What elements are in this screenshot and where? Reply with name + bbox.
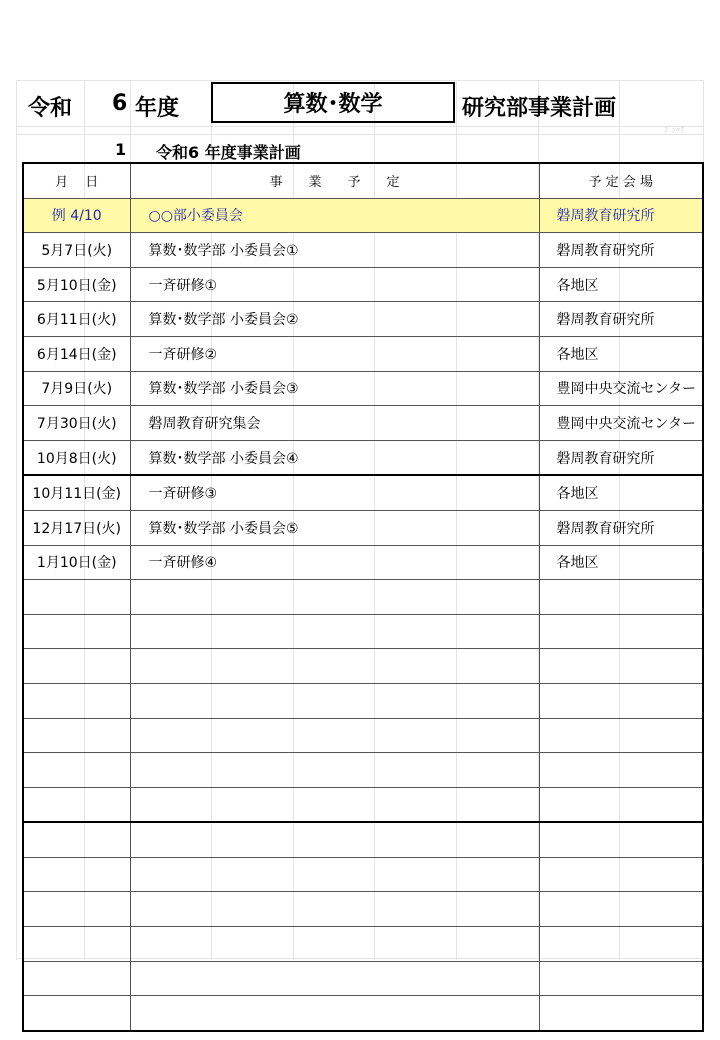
faint-mark: ｺﾞｼｯｸ xyxy=(664,125,684,134)
empty-cell-venue[interactable] xyxy=(539,996,703,1031)
empty-row xyxy=(23,892,703,927)
row-date[interactable]: 1月10日(金) xyxy=(23,545,130,580)
row-venue[interactable]: 各地区 xyxy=(539,267,703,302)
table-row xyxy=(23,336,703,371)
row-event[interactable]: 算数･数学部 小委員会⑤ xyxy=(130,510,539,545)
empty-row xyxy=(23,927,703,962)
row-event[interactable]: 一斉研修④ xyxy=(130,545,539,580)
empty-cell-venue[interactable] xyxy=(539,614,703,649)
row-event[interactable]: 一斉研修③ xyxy=(130,475,539,510)
header-event: 事 業 予 定 xyxy=(130,163,539,198)
empty-cell-event[interactable] xyxy=(130,649,539,684)
empty-cell-venue[interactable] xyxy=(539,822,703,857)
row-venue[interactable]: 磐周教育研究所 xyxy=(539,510,703,545)
empty-cell-venue[interactable] xyxy=(539,649,703,684)
table-row xyxy=(23,302,703,337)
empty-cell-venue[interactable] xyxy=(539,927,703,962)
empty-row xyxy=(23,753,703,788)
row-date[interactable]: 12月17日(火) xyxy=(23,510,130,545)
row-venue[interactable]: 磐周教育研究所 xyxy=(539,233,703,268)
empty-cell-event[interactable] xyxy=(130,614,539,649)
empty-cell-date[interactable] xyxy=(23,580,130,615)
era-label: 令和 xyxy=(28,96,73,121)
empty-cell-date[interactable] xyxy=(23,649,130,684)
empty-cell-venue[interactable] xyxy=(539,787,703,822)
empty-cell-event[interactable] xyxy=(130,683,539,718)
empty-cell-date[interactable] xyxy=(23,927,130,962)
row-venue[interactable]: 各地区 xyxy=(539,545,703,580)
empty-cell-event[interactable] xyxy=(130,927,539,962)
title-suffix: 研究部事業計画 xyxy=(462,96,617,121)
table-row xyxy=(23,440,703,475)
empty-cell-date[interactable] xyxy=(23,753,130,788)
empty-cell-venue[interactable] xyxy=(539,580,703,615)
gridline xyxy=(16,134,704,135)
table-row xyxy=(23,406,703,441)
table-row xyxy=(23,371,703,406)
row-date[interactable]: 5月10日(金) xyxy=(23,267,130,302)
table-row xyxy=(23,510,703,545)
row-date[interactable]: 5月7日(火) xyxy=(23,233,130,268)
row-event[interactable]: 算数･数学部 小委員会② xyxy=(130,302,539,337)
year-number: 6 xyxy=(112,91,128,116)
empty-row xyxy=(23,614,703,649)
empty-cell-venue[interactable] xyxy=(539,753,703,788)
section-title: 令和6 年度事業計画 xyxy=(156,143,301,162)
gridline xyxy=(16,126,704,127)
example-date[interactable]: 例 4/10 xyxy=(23,198,130,233)
empty-cell-date[interactable] xyxy=(23,857,130,892)
row-date[interactable]: 6月14日(金) xyxy=(23,336,130,371)
empty-cell-date[interactable] xyxy=(23,683,130,718)
row-date[interactable]: 7月30日(火) xyxy=(23,406,130,441)
row-date[interactable]: 10月11日(金) xyxy=(23,475,130,510)
row-event[interactable]: 算数･数学部 小委員会④ xyxy=(130,440,539,475)
nendo-label: 年度 xyxy=(135,96,180,121)
empty-cell-event[interactable] xyxy=(130,857,539,892)
row-venue[interactable]: 豊岡中央交流センター xyxy=(539,406,703,441)
empty-cell-date[interactable] xyxy=(23,996,130,1031)
empty-cell-date[interactable] xyxy=(23,787,130,822)
row-event[interactable]: 磐周教育研究集会 xyxy=(130,406,539,441)
example-event[interactable]: ○○部小委員会 xyxy=(130,198,539,233)
empty-cell-venue[interactable] xyxy=(539,961,703,996)
empty-cell-event[interactable] xyxy=(130,580,539,615)
row-date[interactable]: 10月8日(火) xyxy=(23,440,130,475)
row-venue[interactable]: 磐周教育研究所 xyxy=(539,302,703,337)
empty-row xyxy=(23,649,703,684)
table-row xyxy=(23,475,703,510)
empty-cell-event[interactable] xyxy=(130,718,539,753)
subject-field[interactable]: 算数･数学 xyxy=(211,82,455,123)
empty-cell-date[interactable] xyxy=(23,822,130,857)
header-date: 月 日 xyxy=(23,163,130,198)
empty-row xyxy=(23,857,703,892)
empty-cell-venue[interactable] xyxy=(539,683,703,718)
empty-row xyxy=(23,683,703,718)
row-event[interactable]: 一斉研修① xyxy=(130,267,539,302)
row-event[interactable]: 算数･数学部 小委員会① xyxy=(130,233,539,268)
empty-row xyxy=(23,787,703,822)
empty-cell-event[interactable] xyxy=(130,753,539,788)
empty-cell-venue[interactable] xyxy=(539,892,703,927)
gridline xyxy=(16,80,704,81)
empty-cell-date[interactable] xyxy=(23,892,130,927)
table-header-row xyxy=(23,163,703,198)
empty-row xyxy=(23,718,703,753)
empty-row xyxy=(23,580,703,615)
gridline xyxy=(16,80,17,960)
table-row xyxy=(23,233,703,268)
empty-cell-venue[interactable] xyxy=(539,857,703,892)
empty-cell-event[interactable] xyxy=(130,822,539,857)
row-event[interactable]: 一斉研修② xyxy=(130,336,539,371)
empty-cell-event[interactable] xyxy=(130,892,539,927)
empty-row xyxy=(23,822,703,857)
row-date[interactable]: 7月9日(火) xyxy=(23,371,130,406)
empty-row xyxy=(23,961,703,996)
section-number: 1 xyxy=(115,140,127,159)
table-row xyxy=(23,267,703,302)
empty-cell-date[interactable] xyxy=(23,614,130,649)
row-venue[interactable]: 豊岡中央交流センター xyxy=(539,371,703,406)
plan-table xyxy=(22,162,704,1032)
example-venue[interactable]: 磐周教育研究所 xyxy=(539,198,703,233)
row-event[interactable]: 算数･数学部 小委員会③ xyxy=(130,371,539,406)
example-row xyxy=(23,198,703,233)
empty-cell-venue[interactable] xyxy=(539,718,703,753)
empty-cell-event[interactable] xyxy=(130,961,539,996)
row-venue[interactable]: 各地区 xyxy=(539,336,703,371)
header-venue: 予 定 会 場 xyxy=(539,163,703,198)
empty-row xyxy=(23,996,703,1031)
table-row xyxy=(23,545,703,580)
row-venue[interactable]: 磐周教育研究所 xyxy=(539,440,703,475)
empty-cell-date[interactable] xyxy=(23,961,130,996)
row-date[interactable]: 6月11日(火) xyxy=(23,302,130,337)
empty-cell-event[interactable] xyxy=(130,996,539,1031)
empty-cell-date[interactable] xyxy=(23,718,130,753)
empty-cell-event[interactable] xyxy=(130,787,539,822)
row-venue[interactable]: 各地区 xyxy=(539,475,703,510)
